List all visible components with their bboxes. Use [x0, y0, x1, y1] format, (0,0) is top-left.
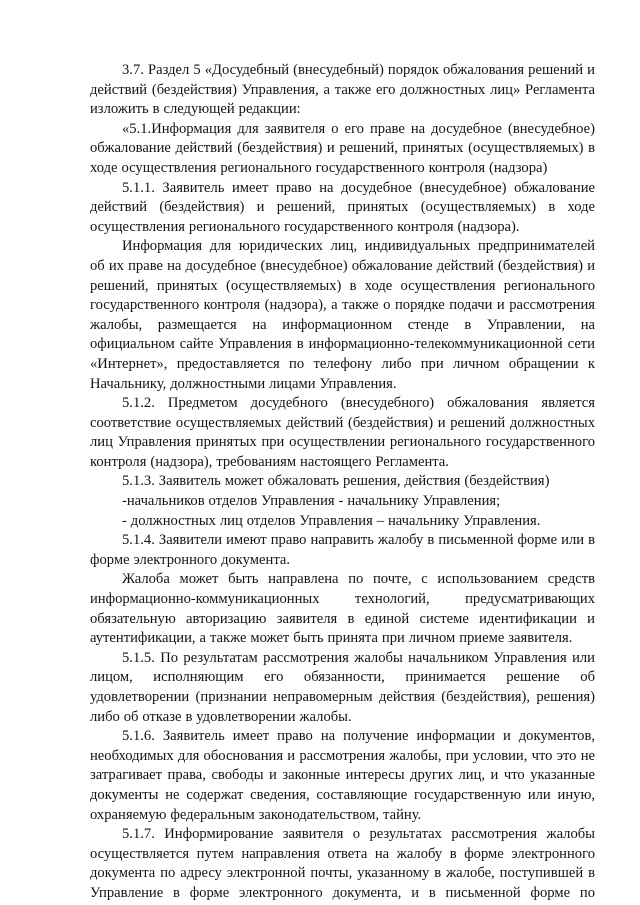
paragraph-5-1-4: 5.1.4. Заявители имеют право направить жалобу в письменной форме или в форме электронного документа. — [90, 532, 595, 568]
paragraph-5-1-7: 5.1.7. Информирование заявителя о результатах рассмотрения жалобы осуществляется путем направления ответа на жалобу в форме электронного документа по адресу электронной почты, указанному в жалобе, поступившей в Управление в форме электронного документа, и в письменной форме по — [90, 826, 595, 901]
paragraph-5-1-6: 5.1.6. Заявитель имеет право на получение информации и документов, необходимых для обоснования и рассмотрения жалобы, при условии, что это не затрагивает права, свободы и законные интересы других лиц, и что указанные документы не содержат сведения, составляющие государственную или иную, охраняемую федеральным законодательством, тайну. — [90, 728, 595, 823]
list-item-department-heads: -начальников отделов Управления - начальнику Управления; — [122, 493, 501, 510]
paragraph-complaint-delivery: Жалоба может быть направлена по почте, с использованием средств информационно-коммуникационных технологий, предусматривающих обязательную авторизацию заявителя в единой системе идентификации и аутентификации, а также может быть принята при личном приеме заявителя. — [90, 571, 595, 647]
paragraph-5-1-5: 5.1.5. По результатам рассмотрения жалобы начальником Управления или лицом, исполняющим его обязанности, принимается решение об удовлетворении (признании неправомерным действия (бездействия), решения) либо об отказе в удовлетворении жалобы. — [90, 649, 595, 725]
list-item-officials: - должностных лиц отделов Управления – начальнику Управления. — [122, 512, 541, 529]
paragraph-5-1-2: 5.1.2. Предметом досудебного (внесудебного) обжалования является соответствие осуществляемых действий (бездействия) и решений должностных лиц Управления принятых при осуществлении регионального государственного контроля (надзора), требованиям настоящего Регламента. — [90, 395, 595, 470]
paragraph-information: Информация для юридических лиц, индивидуальных предпринимателей об их праве на досудебное (внесудебное) обжалование действий (бездействия) и решений, принятых (осуществляемых) в ходе осуществления регионального государственного контроля (надзора), а также о порядке подачи и рассмотрения жалобы, размещается на информационном стенде в Управлении, на официальном сайте Управления в информационно-телекоммуникационной сети «Интернет», предоставляется по телефону либо при личном обращении к Начальнику, должностными лицами Управления. — [90, 238, 595, 392]
paragraph-5-1-3: 5.1.3. Заявитель может обжаловать решения, действия (бездействия) — [122, 473, 550, 490]
paragraph-5-1-heading: «5.1.Информация для заявителя о его праве на досудебное (внесудебное) обжалование действий (бездействия) и решений, принятых (осуществляемых) в ходе осуществления регионального государственного контроля (надзора) — [90, 120, 595, 176]
document-body — [90, 61, 595, 904]
paragraph-section-3-7: 3.7. Раздел 5 «Досудебный (внесудебный) порядок обжалования решений и действий (бездействия) Управления, а также его должностных лиц» Регламента изложить в следующей редакции: — [90, 62, 595, 118]
paragraph-5-1-1: 5.1.1. Заявитель имеет право на досудебное (внесудебное) обжалование действий (бездействия) и решений, принятых (осуществляемых) в ходе осуществления регионального государственного контроля (надзора). — [90, 179, 595, 235]
